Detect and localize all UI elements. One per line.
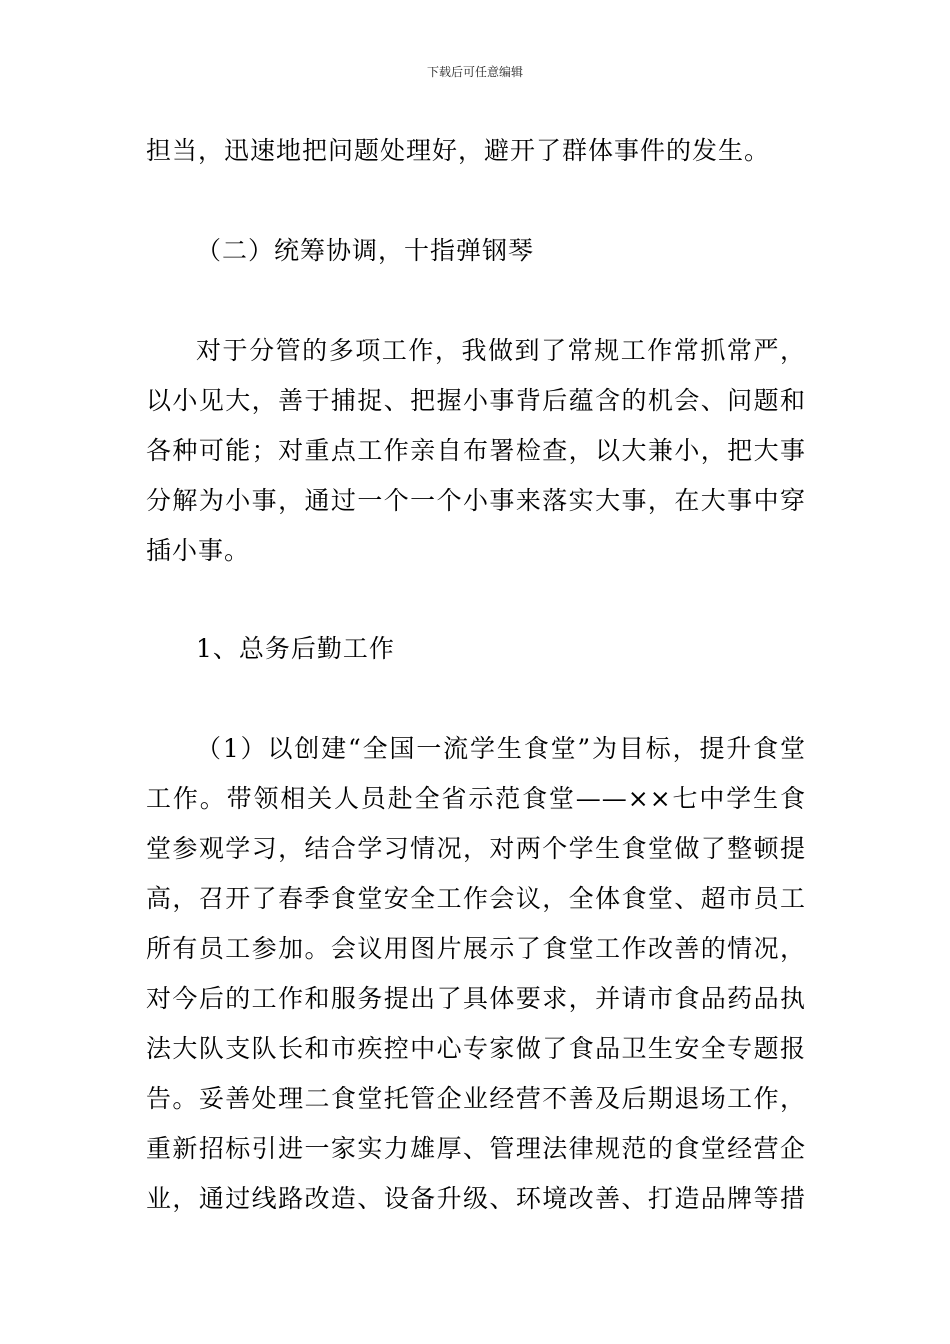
text-line: 对于分管的多项工作，我做到了常规工作常抓常严， <box>196 336 806 365</box>
page-header: 下载后可任意编辑 <box>426 65 523 79</box>
text-line: 重新招标引进一家实力雄厚、管理法律规范的食堂经营企 <box>146 1134 806 1163</box>
paragraph-management <box>146 326 806 576</box>
text-line: 插小事。 <box>146 536 251 565</box>
text-line: （二）统筹协调，十指弹钢琴 <box>196 236 535 265</box>
paragraph-continuation <box>146 126 806 176</box>
text-line: 法大队支队长和市疾控中心专家做了食品卫生安全专题报 <box>146 1034 806 1063</box>
text-line: 担当，迅速地把问题处理好，避开了群体事件的发生。 <box>146 136 771 165</box>
text-line: 堂参观学习，结合学习情况，对两个学生食堂做了整顿提 <box>146 834 806 863</box>
text-line: 告。妥善处理二食堂托管企业经营不善及后期退场工作， <box>146 1084 806 1113</box>
text-line: 对今后的工作和服务提出了具体要求，并请市食品药品执 <box>146 984 806 1013</box>
subsection-heading <box>146 624 806 674</box>
paragraph-canteen <box>146 724 806 1224</box>
text-line: 业，通过线路改造、设备升级、环境改善、打造品牌等措 <box>146 1184 806 1213</box>
text-line: 以小见大，善于捕捉、把握小事背后蕴含的机会、问题和 <box>146 386 806 415</box>
text-line: 分解为小事，通过一个一个小事来落实大事，在大事中穿 <box>146 486 806 515</box>
text-line: 各种可能；对重点工作亲自布署检查，以大兼小，把大事 <box>146 436 806 465</box>
text-line: （1）以创建“全国一流学生食堂”为目标，提升食堂 <box>196 734 806 763</box>
text-line: 所有员工参加。会议用图片展示了食堂工作改善的情况， <box>146 934 806 963</box>
text-line: 高，召开了春季食堂安全工作会议，全体食堂、超市员工 <box>146 884 806 913</box>
text-line: 1、总务后勤工作 <box>196 634 395 663</box>
section-heading <box>146 226 806 276</box>
text-line: 工作。带领相关人员赴全省示范食堂——××七中学生食 <box>146 784 806 813</box>
